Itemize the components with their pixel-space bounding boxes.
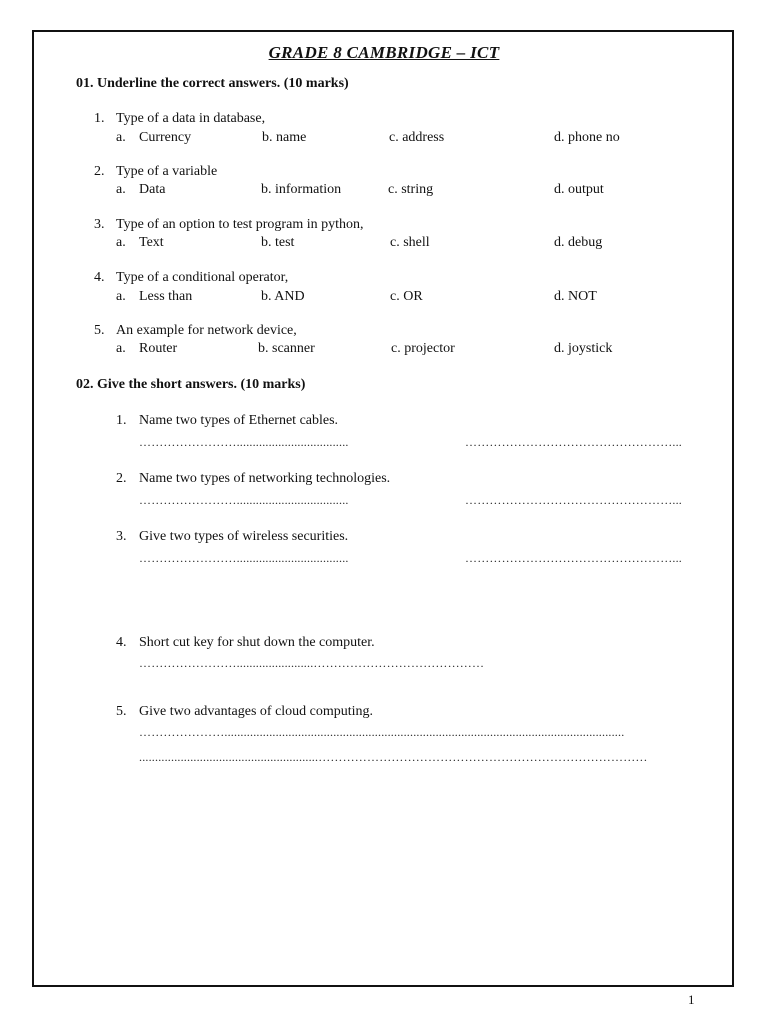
- answer-line[interactable]: ……………………...................................: [139, 551, 349, 565]
- short-answer-3-text: Give two types of wireless securities.: [139, 529, 349, 544]
- answer-line[interactable]: ……………………........................……………………………………: [139, 656, 485, 670]
- answer-line[interactable]: ........................................................………………………………………………………………………: [139, 751, 648, 763]
- mcq-1-option-a-letter: a.: [116, 130, 126, 145]
- mcq-1-option-d: d. phone no: [554, 130, 620, 145]
- mcq-2-option-a-letter: a.: [116, 182, 126, 197]
- mcq-3-option-a-letter: a.: [116, 235, 126, 250]
- mcq-3-option-d: d. debug: [554, 235, 603, 250]
- short-answer-2-text: Name two types of networking technologies.: [139, 471, 391, 486]
- page-number: 1: [688, 992, 695, 1007]
- answer-line[interactable]: ………………….............................................................................................................................: [139, 726, 625, 738]
- section-2-heading: 02. Give the short answers. (10 marks): [76, 377, 306, 392]
- mcq-4-option-a-letter: a.: [116, 289, 126, 304]
- mcq-1-option-c: c. address: [389, 130, 445, 145]
- mcq-5-option-d: d. joystick: [554, 341, 613, 356]
- answer-line[interactable]: ……………………………………………...: [465, 493, 682, 507]
- mcq-2-number: 2.: [94, 164, 105, 179]
- mcq-3-text: Type of an option to test program in python,: [116, 217, 364, 232]
- mcq-4-option-d: d. NOT: [554, 289, 597, 304]
- mcq-5-option-b: b. scanner: [258, 341, 315, 356]
- mcq-1-number: 1.: [94, 111, 105, 126]
- mcq-2-text: Type of a variable: [116, 164, 218, 179]
- mcq-2-option-b: b. information: [261, 182, 342, 197]
- short-answer-4-number: 4.: [116, 635, 127, 650]
- mcq-3-number: 3.: [94, 217, 105, 232]
- mcq-5-number: 5.: [94, 323, 105, 338]
- short-answer-5-number: 5.: [116, 704, 127, 719]
- mcq-1-option-b: b. name: [262, 130, 307, 145]
- mcq-5-option-a-letter: a.: [116, 341, 126, 356]
- section-1-heading: [76, 77, 349, 91]
- mcq-3-option-a: Text: [139, 235, 164, 250]
- mcq-4-text: Type of a conditional operator,: [116, 270, 289, 285]
- mcq-2-option-d: d. output: [554, 182, 604, 197]
- mcq-5-option-c: c. projector: [391, 341, 455, 356]
- answer-line[interactable]: ……………………………………………...: [465, 435, 682, 449]
- mcq-3-option-c: c. shell: [390, 235, 430, 250]
- mcq-1-text: Type of a data in database,: [116, 111, 266, 126]
- mcq-2-option-a: Data: [139, 182, 166, 197]
- answer-line[interactable]: ……………………...................................: [139, 435, 349, 449]
- section-1-heading-text: 01. Underline the correct answers: [76, 76, 277, 91]
- mcq-4-option-c: c. OR: [390, 289, 423, 304]
- short-answer-1-text: Name two types of Ethernet cables.: [139, 413, 339, 428]
- mcq-5-option-a: Router: [139, 341, 178, 356]
- mcq-4-option-b: b. AND: [261, 289, 305, 304]
- mcq-4-number: 4.: [94, 270, 105, 285]
- section-1-heading-marks: . (10 marks): [276, 76, 349, 91]
- answer-line[interactable]: ……………………………………………...: [465, 551, 682, 565]
- worksheet-title: GRADE 8 CAMBRIDGE – ICT: [268, 43, 500, 62]
- answer-line[interactable]: ……………………...................................: [139, 493, 349, 507]
- short-answer-1-number: 1.: [116, 413, 127, 428]
- mcq-2-option-c: c. string: [388, 182, 434, 197]
- short-answer-5-text: Give two advantages of cloud computing.: [139, 704, 374, 719]
- mcq-4-option-a: Less than: [139, 289, 193, 304]
- mcq-5-text: An example for network device,: [116, 323, 297, 338]
- mcq-1-option-a: Currency: [139, 130, 192, 145]
- short-answer-3-number: 3.: [116, 529, 127, 544]
- short-answer-4-text: Short cut key for shut down the computer.: [139, 635, 375, 650]
- mcq-3-option-b: b. test: [261, 235, 295, 250]
- short-answer-2-number: 2.: [116, 471, 127, 486]
